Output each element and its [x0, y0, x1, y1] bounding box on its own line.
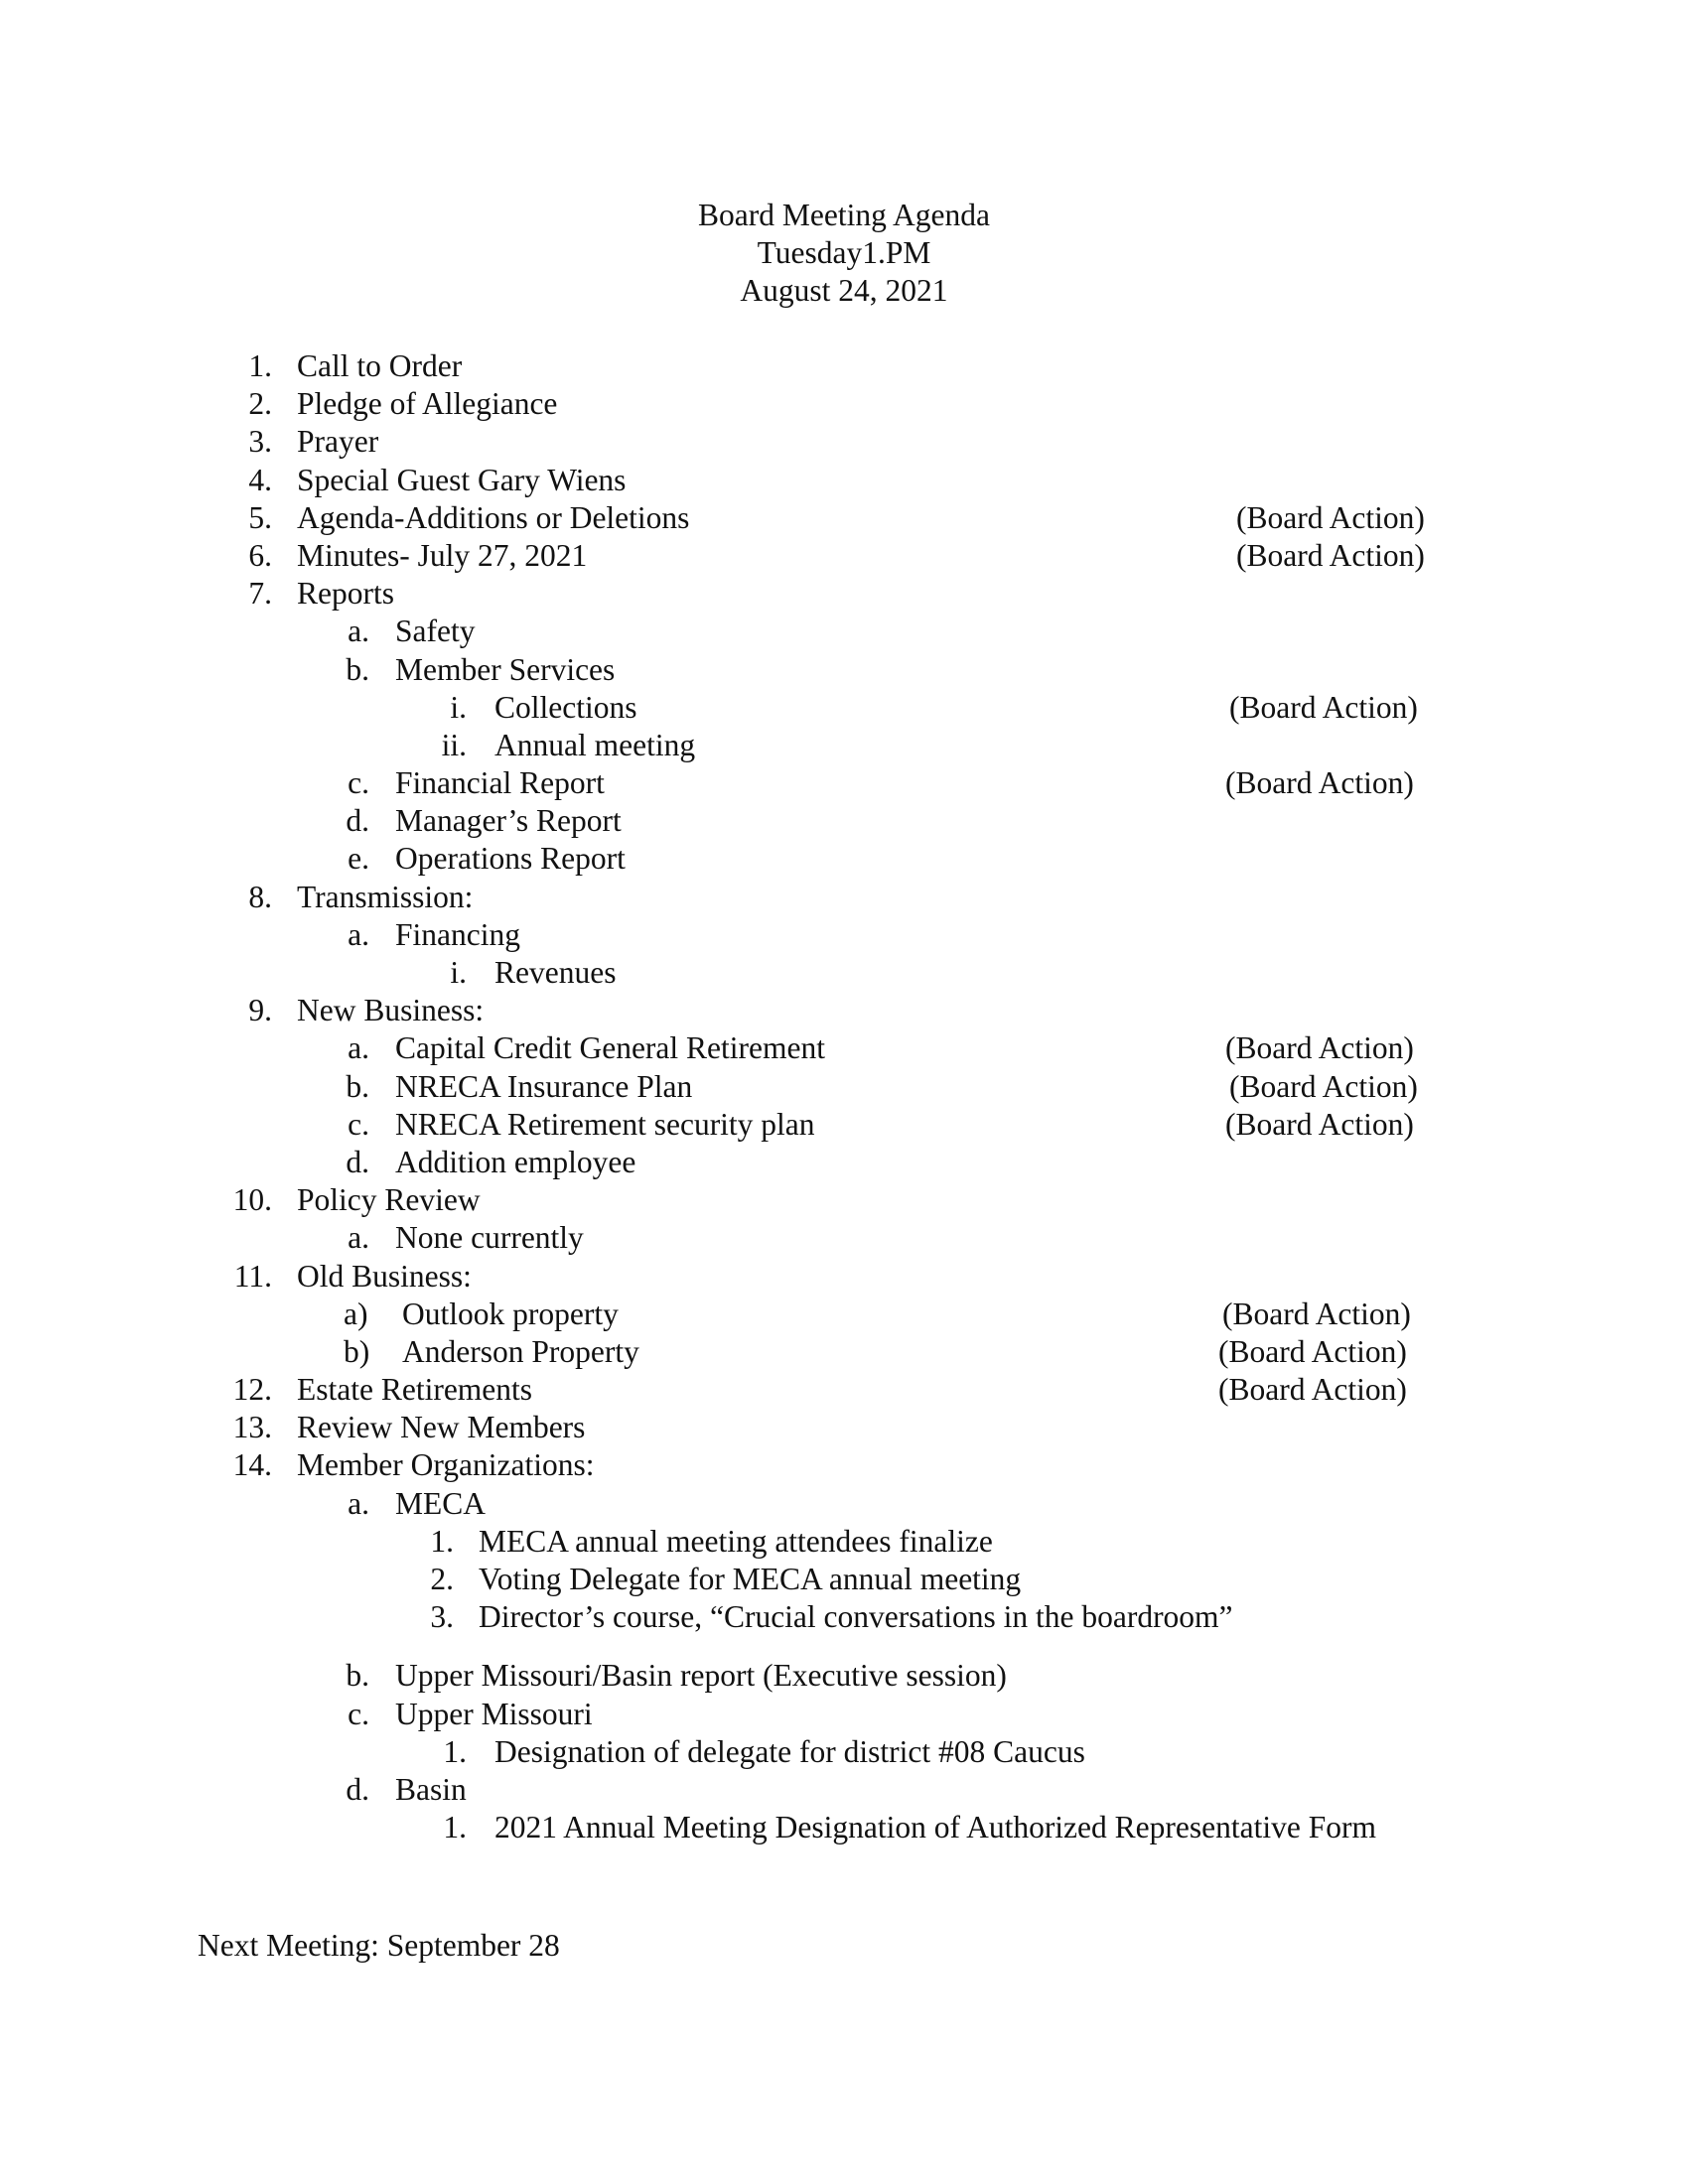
item-number: 9.	[248, 993, 272, 1028]
item-number: 3.	[248, 424, 272, 460]
agenda-subsubitem	[0, 954, 1688, 992]
board-action-note: (Board Action)	[1229, 689, 1418, 725]
item-text: Basin	[395, 1771, 467, 1807]
agenda-subsubitem	[0, 727, 1688, 764]
item-number: a.	[348, 614, 369, 649]
item-text: Designation of delegate for district #08 Caucus	[494, 1733, 1085, 1769]
item-text: MECA	[395, 1485, 487, 1521]
item-text: Anderson Property	[402, 1333, 639, 1369]
item-number: 11.	[233, 1258, 272, 1294]
agenda-subsubitem	[0, 689, 1688, 727]
item-text: NRECA Insurance Plan	[395, 1068, 693, 1104]
item-text: Manager’s Report	[395, 803, 622, 839]
item-number: e.	[348, 841, 369, 877]
item-text: Minutes- July 27, 2021	[297, 537, 588, 573]
agenda-item	[0, 1181, 1688, 1219]
item-text: MECA annual meeting attendees finalize	[479, 1523, 993, 1559]
item-text: Collections	[494, 689, 637, 725]
item-number: c.	[348, 1106, 369, 1142]
board-action-note: (Board Action)	[1236, 537, 1425, 573]
board-action-note: (Board Action)	[1218, 1333, 1407, 1369]
agenda-subitem	[0, 802, 1688, 840]
agenda-subitem	[0, 1144, 1688, 1181]
item-text: Agenda-Additions or Deletions	[297, 499, 690, 535]
item-number: 13.	[232, 1410, 272, 1445]
meeting-date: August 24, 2021	[740, 273, 948, 308]
item-text: Pledge of Allegiance	[297, 386, 558, 422]
agenda-subitem	[0, 1296, 1688, 1333]
item-text: New Business:	[297, 993, 485, 1028]
agenda-subitem	[0, 916, 1688, 954]
agenda-item	[0, 385, 1688, 423]
item-number: ii.	[441, 727, 467, 762]
agenda-heading	[0, 197, 1688, 310]
item-number: 2.	[430, 1562, 454, 1596]
agenda-subitem	[0, 1333, 1688, 1371]
agenda-item	[0, 347, 1688, 385]
item-text: Addition employee	[395, 1144, 636, 1179]
item-number: 7.	[248, 576, 272, 612]
item-number: d.	[346, 803, 369, 839]
item-number: i.	[450, 689, 467, 725]
agenda-item	[0, 499, 1688, 537]
board-action-note: (Board Action)	[1225, 765, 1414, 801]
board-action-note: (Board Action)	[1218, 1372, 1407, 1408]
agenda-item	[0, 575, 1688, 613]
item-text: Transmission:	[297, 879, 474, 914]
board-action-note: (Board Action)	[1229, 1068, 1418, 1104]
item-number: d.	[346, 1144, 369, 1179]
item-text: Financing	[395, 916, 520, 952]
agenda-subsubitem	[0, 1523, 1688, 1561]
agenda-item	[0, 1446, 1688, 1484]
agenda-subsubitem	[0, 1809, 1688, 1846]
item-number: 5.	[248, 499, 272, 535]
agenda-subsubitem	[0, 1561, 1688, 1598]
item-number: a)	[344, 1296, 368, 1331]
agenda-item	[0, 1409, 1688, 1446]
item-text: Outlook property	[402, 1296, 619, 1331]
item-text: Special Guest Gary Wiens	[297, 462, 627, 497]
item-text: Call to Order	[297, 348, 463, 383]
agenda-subitem	[0, 1696, 1688, 1733]
item-text: Annual meeting	[494, 727, 696, 762]
agenda-subitem	[0, 840, 1688, 878]
agenda-title: Board Meeting Agenda	[698, 198, 990, 232]
item-text: Operations Report	[395, 841, 626, 877]
item-text: Director’s course, “Crucial conversations in the boardroom”	[479, 1599, 1233, 1635]
agenda-item	[0, 462, 1688, 499]
item-text: Upper Missouri/Basin report (Executive session)	[395, 1658, 1007, 1694]
item-text: Revenues	[494, 955, 617, 990]
item-number: i.	[450, 955, 467, 990]
item-text: None currently	[395, 1220, 584, 1256]
item-number: 2.	[248, 386, 272, 422]
item-number: 3.	[430, 1599, 454, 1635]
agenda-subitem	[0, 651, 1688, 689]
next-meeting-note: Next Meeting: September 28	[198, 1928, 560, 1963]
agenda-subitem	[0, 764, 1688, 802]
board-action-note: (Board Action)	[1225, 1030, 1414, 1066]
item-text: Reports	[297, 576, 394, 612]
item-text: Member Organizations:	[297, 1447, 595, 1483]
agenda-item	[0, 1371, 1688, 1409]
board-action-note: (Board Action)	[1236, 499, 1425, 535]
item-text: Financial Report	[395, 765, 605, 801]
agenda-subitem	[0, 1029, 1688, 1067]
item-number: 8.	[248, 879, 272, 914]
board-action-note: (Board Action)	[1222, 1296, 1411, 1331]
item-number: c.	[348, 1696, 369, 1731]
item-number: b.	[346, 1068, 369, 1104]
item-text: Capital Credit General Retirement	[395, 1030, 825, 1066]
item-number: c.	[348, 765, 369, 801]
item-number: 6.	[248, 537, 272, 573]
item-number: 1.	[248, 348, 272, 383]
item-number: a.	[348, 1030, 369, 1066]
item-number: a.	[348, 916, 369, 952]
item-text: 2021 Annual Meeting Designation of Authorized Representative Form	[494, 1810, 1376, 1845]
item-number: 14.	[232, 1447, 272, 1483]
agenda-list	[0, 347, 1688, 1846]
item-number: 1.	[443, 1810, 467, 1845]
agenda-subsubitem	[0, 1733, 1688, 1771]
agenda-subitem	[0, 1106, 1688, 1144]
agenda-subitem	[0, 1657, 1688, 1695]
item-number: b.	[346, 1658, 369, 1694]
item-text: Member Services	[395, 651, 616, 687]
agenda-item	[0, 879, 1688, 916]
item-number: a.	[348, 1485, 369, 1521]
item-text: Safety	[395, 614, 476, 649]
agenda-item	[0, 537, 1688, 575]
item-text: Old Business:	[297, 1258, 472, 1294]
item-number: 1.	[430, 1523, 454, 1559]
agenda-item	[0, 992, 1688, 1029]
agenda-subsubitem	[0, 1598, 1688, 1636]
agenda-subitem	[0, 1068, 1688, 1106]
item-text: Estate Retirements	[297, 1372, 533, 1408]
item-number: 1.	[443, 1733, 467, 1769]
agenda-subitem	[0, 1771, 1688, 1809]
item-number: a.	[348, 1220, 369, 1256]
item-text: Upper Missouri	[395, 1696, 593, 1731]
item-text: Voting Delegate for MECA annual meeting	[479, 1562, 1022, 1596]
item-number: d.	[346, 1771, 369, 1807]
item-number: 4.	[248, 462, 272, 497]
meeting-time: Tuesday1.PM	[757, 235, 931, 270]
agenda-item	[0, 1258, 1688, 1296]
agenda-subitem	[0, 613, 1688, 650]
item-number: 12.	[232, 1372, 272, 1408]
item-number: b)	[344, 1333, 370, 1369]
item-number: 10.	[232, 1182, 272, 1218]
item-text: Policy Review	[297, 1182, 481, 1218]
item-text: Prayer	[297, 424, 379, 460]
item-text: Review New Members	[297, 1410, 586, 1445]
agenda-subitem	[0, 1485, 1688, 1523]
item-text: NRECA Retirement security plan	[395, 1106, 815, 1142]
board-action-note: (Board Action)	[1225, 1106, 1414, 1142]
agenda-subitem	[0, 1219, 1688, 1257]
item-number: b.	[346, 651, 369, 687]
agenda-item	[0, 423, 1688, 461]
